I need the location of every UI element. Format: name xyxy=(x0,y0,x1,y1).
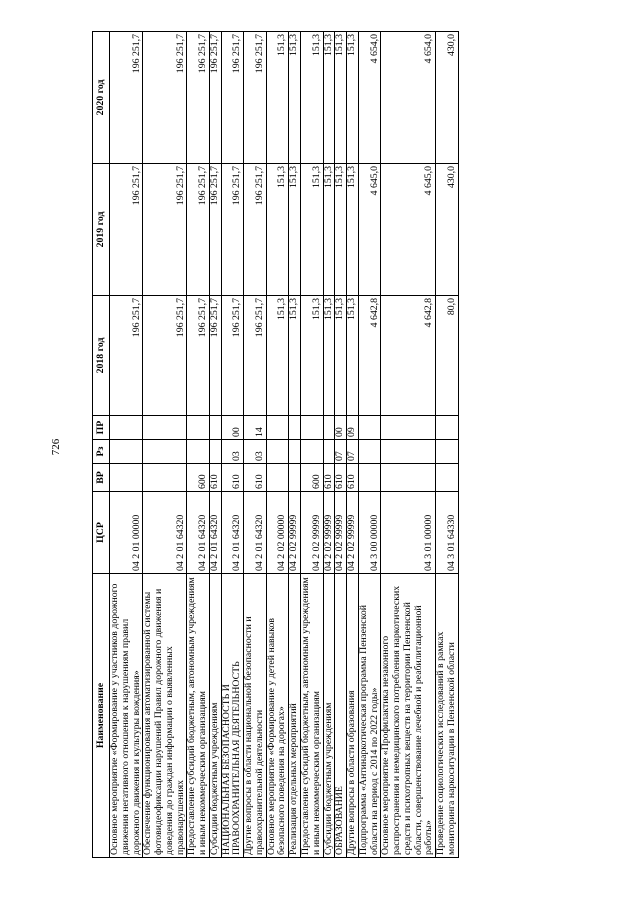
cell-2020: 151,3 xyxy=(266,32,289,164)
cell-pr xyxy=(358,416,381,440)
budget-table xyxy=(92,31,459,858)
cell-2018: 196 251,7 xyxy=(187,296,210,416)
cell-csr: 04 3 01 64330 xyxy=(436,492,459,574)
header-vr: ВР xyxy=(93,464,110,492)
table-row xyxy=(187,32,210,858)
cell-2019: 4 645,0 xyxy=(358,164,381,296)
cell-2018: 151,3 xyxy=(301,296,324,416)
cell-2019: 196 251,7 xyxy=(143,164,187,296)
cell-rz xyxy=(110,440,143,464)
cell-2018: 151,3 xyxy=(347,296,359,416)
rotated-content xyxy=(92,32,610,858)
table-row xyxy=(289,32,301,858)
table-header-row xyxy=(93,32,110,858)
page-number: 726 xyxy=(50,438,62,456)
cell-pr xyxy=(381,416,436,440)
cell-vr xyxy=(110,464,143,492)
cell-name: Основное мероприятие «Формирование у детей навыков безопасного поведения на дорогах» xyxy=(266,574,289,858)
cell-2018: 4 642,8 xyxy=(381,296,436,416)
cell-csr: 04 2 01 64320 xyxy=(143,492,187,574)
cell-csr: 04 2 01 64320 xyxy=(244,492,267,574)
cell-2018: 151,3 xyxy=(323,296,335,416)
table-row xyxy=(335,32,347,858)
cell-name: НАЦИОНАЛЬНАЯ БЕЗОПАСНОСТЬ И ПРАВООХРАНИТЕЛЬНАЯ ДЕЯТЕЛЬНОСТЬ xyxy=(221,574,244,858)
cell-2020: 196 251,7 xyxy=(244,32,267,164)
header-csr: ЦСР xyxy=(93,492,110,574)
cell-vr: 610 xyxy=(244,464,267,492)
cell-2019: 151,3 xyxy=(335,164,347,296)
cell-rz: 03 xyxy=(244,440,267,464)
cell-2019: 196 251,7 xyxy=(221,164,244,296)
header-rz: Рз xyxy=(93,440,110,464)
cell-name: Обеспечение функционирования автоматизированной системы фотовидеофиксации нарушений Правил дорожного движения и доведения до граждан информации о выявленных правонарушениях xyxy=(143,574,187,858)
cell-2020: 4 654,0 xyxy=(381,32,436,164)
cell-2019: 196 251,7 xyxy=(244,164,267,296)
cell-2019: 151,3 xyxy=(347,164,359,296)
table-row xyxy=(143,32,187,858)
cell-csr: 04 2 01 64320 xyxy=(221,492,244,574)
cell-2020: 151,3 xyxy=(335,32,347,164)
cell-2019: 151,3 xyxy=(323,164,335,296)
cell-name: Субсидии бюджетным учреждениям xyxy=(209,574,221,858)
cell-vr: 610 xyxy=(347,464,359,492)
cell-vr xyxy=(143,464,187,492)
cell-vr: 610 xyxy=(221,464,244,492)
cell-pr xyxy=(301,416,324,440)
cell-name: Другие вопросы в области национальной безопасности и правоохранительной деятельности xyxy=(244,574,267,858)
cell-rz xyxy=(209,440,221,464)
cell-2018: 196 251,7 xyxy=(209,296,221,416)
table-row xyxy=(347,32,359,858)
cell-rz xyxy=(143,440,187,464)
cell-csr: 04 2 01 00000 xyxy=(110,492,143,574)
cell-pr xyxy=(209,416,221,440)
cell-rz xyxy=(266,440,289,464)
cell-vr: 600 xyxy=(187,464,210,492)
cell-pr xyxy=(436,416,459,440)
table-row xyxy=(358,32,381,858)
cell-2019: 430,0 xyxy=(436,164,459,296)
cell-vr xyxy=(266,464,289,492)
cell-csr: 04 2 02 99999 xyxy=(335,492,347,574)
cell-rz xyxy=(323,440,335,464)
header-name: Наименование xyxy=(93,574,110,858)
cell-vr: 610 xyxy=(335,464,347,492)
cell-name: Основное мероприятие «Профилактика незаконного распространения и немедицинского потребления наркотических средств и психотропных веществ на территории Пензенской области, совершенствование лечебной и реабилитационной работы» xyxy=(381,574,436,858)
cell-vr xyxy=(381,464,436,492)
cell-name: Предоставление субсидий бюджетным, автономным учреждениям и иным некоммерческим организациям xyxy=(301,574,324,858)
cell-2019: 196 251,7 xyxy=(110,164,143,296)
table-row xyxy=(110,32,143,858)
cell-2020: 430,0 xyxy=(436,32,459,164)
cell-2019: 151,3 xyxy=(289,164,301,296)
cell-2020: 151,3 xyxy=(289,32,301,164)
cell-csr: 04 2 01 64320 xyxy=(209,492,221,574)
cell-vr: 610 xyxy=(323,464,335,492)
cell-csr: 04 2 01 64320 xyxy=(187,492,210,574)
header-2019: 2019 год xyxy=(93,164,110,296)
cell-pr xyxy=(289,416,301,440)
cell-2020: 151,3 xyxy=(347,32,359,164)
cell-name: Субсидии бюджетным учреждениям xyxy=(323,574,335,858)
cell-name: Основное мероприятие «Формирование у участников дорожного движения негативного отношения к нарушениям правил дорожного движения и культуры вождения» xyxy=(110,574,143,858)
header-pr: ПР xyxy=(93,416,110,440)
cell-pr xyxy=(323,416,335,440)
cell-2020: 4 654,0 xyxy=(358,32,381,164)
cell-pr: 14 xyxy=(244,416,267,440)
cell-rz xyxy=(301,440,324,464)
cell-rz xyxy=(436,440,459,464)
cell-name: Предоставление субсидий бюджетным, автономным учреждениям и иным некоммерческим организациям xyxy=(187,574,210,858)
cell-2018: 4 642,8 xyxy=(358,296,381,416)
cell-pr: 00 xyxy=(335,416,347,440)
cell-2019: 196 251,7 xyxy=(187,164,210,296)
cell-csr: 04 2 02 99999 xyxy=(323,492,335,574)
cell-2020: 196 251,7 xyxy=(221,32,244,164)
cell-name: Подпрограмма «Антинаркотическая программа Пензенской области на период с 2014 по 2022 годы» xyxy=(358,574,381,858)
cell-vr: 600 xyxy=(301,464,324,492)
cell-rz: 07 xyxy=(335,440,347,464)
cell-2018: 196 251,7 xyxy=(244,296,267,416)
cell-csr: 04 3 00 00000 xyxy=(358,492,381,574)
cell-csr: 04 2 02 99999 xyxy=(289,492,301,574)
cell-2018: 196 251,7 xyxy=(221,296,244,416)
cell-rz: 07 xyxy=(347,440,359,464)
cell-2018: 151,3 xyxy=(335,296,347,416)
header-2018: 2018 год xyxy=(93,296,110,416)
header-2020: 2020 год xyxy=(93,32,110,164)
cell-2020: 196 251,7 xyxy=(143,32,187,164)
cell-pr xyxy=(110,416,143,440)
cell-2020: 196 251,7 xyxy=(209,32,221,164)
cell-2018: 80,0 xyxy=(436,296,459,416)
cell-2020: 151,3 xyxy=(301,32,324,164)
cell-2020: 151,3 xyxy=(323,32,335,164)
cell-vr: 610 xyxy=(209,464,221,492)
cell-2019: 151,3 xyxy=(266,164,289,296)
cell-2018: 196 251,7 xyxy=(143,296,187,416)
cell-pr: 09 xyxy=(347,416,359,440)
cell-csr: 04 3 01 00000 xyxy=(381,492,436,574)
cell-2018: 151,3 xyxy=(289,296,301,416)
cell-rz xyxy=(289,440,301,464)
table-row xyxy=(436,32,459,858)
cell-2020: 196 251,7 xyxy=(110,32,143,164)
table-row xyxy=(244,32,267,858)
table-row xyxy=(221,32,244,858)
cell-pr xyxy=(266,416,289,440)
cell-2019: 196 251,7 xyxy=(209,164,221,296)
table-row xyxy=(266,32,289,858)
cell-vr xyxy=(436,464,459,492)
cell-csr: 04 2 02 99999 xyxy=(347,492,359,574)
cell-rz xyxy=(358,440,381,464)
cell-name: Другие вопросы в области образования xyxy=(347,574,359,858)
table-row xyxy=(381,32,436,858)
cell-2018: 196 251,7 xyxy=(110,296,143,416)
cell-2019: 4 645,0 xyxy=(381,164,436,296)
cell-2020: 196 251,7 xyxy=(187,32,210,164)
cell-rz: 03 xyxy=(221,440,244,464)
cell-2018: 151,3 xyxy=(266,296,289,416)
cell-csr: 04 2 02 99999 xyxy=(301,492,324,574)
cell-pr xyxy=(187,416,210,440)
cell-name: ОБРАЗОВАНИЕ xyxy=(335,574,347,858)
table-row xyxy=(301,32,324,858)
cell-pr xyxy=(143,416,187,440)
cell-pr: 00 xyxy=(221,416,244,440)
table-row xyxy=(209,32,221,858)
cell-name: Реализация отдельных мероприятий xyxy=(289,574,301,858)
table-row xyxy=(323,32,335,858)
cell-name: Проведение социологических исследований в рамках мониторинга наркоситуации в Пензенской области xyxy=(436,574,459,858)
cell-rz xyxy=(187,440,210,464)
rotated-sheet xyxy=(92,32,610,858)
cell-vr xyxy=(358,464,381,492)
cell-rz xyxy=(381,440,436,464)
cell-vr xyxy=(289,464,301,492)
cell-csr: 04 2 02 00000 xyxy=(266,492,289,574)
cell-2019: 151,3 xyxy=(301,164,324,296)
